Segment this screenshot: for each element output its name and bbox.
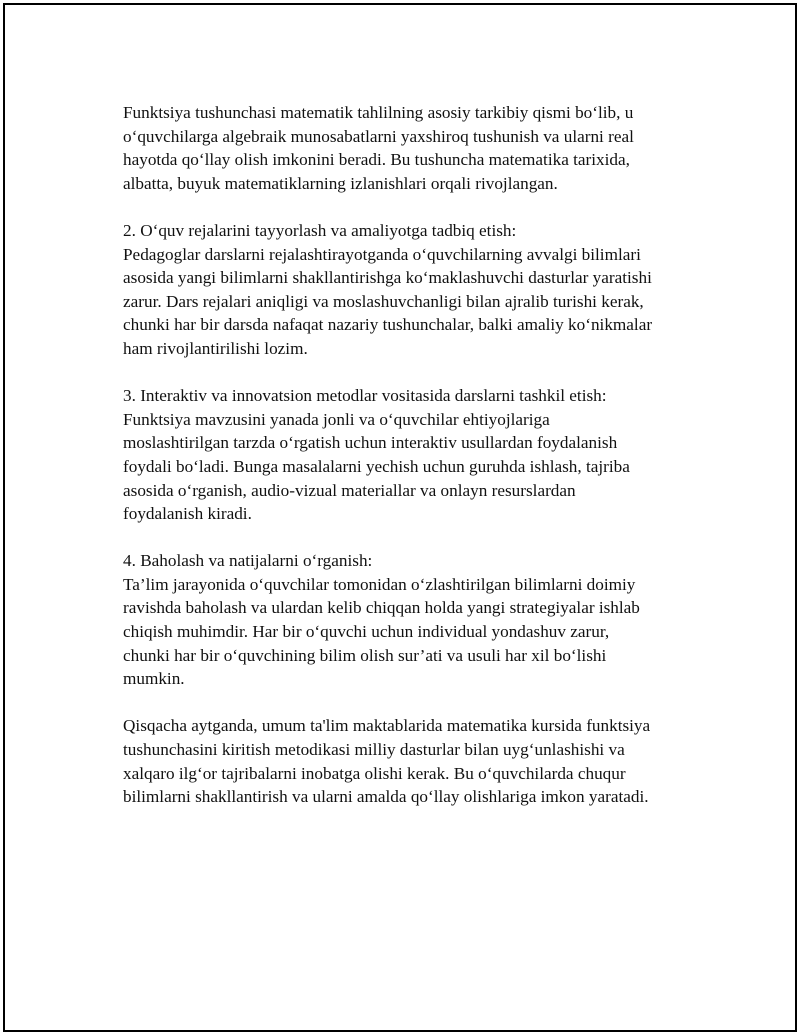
- text-line: tushunchasini kiritish metodikasi milliy dasturlar bilan uyg‘unlashishi va: [123, 740, 625, 760]
- text-line: ravishda baholash va ulardan kelib chiqqan holda yangi strategiyalar ishlab: [123, 598, 640, 618]
- section-assessment: [123, 549, 723, 691]
- section-interactive-methods: [123, 384, 723, 526]
- text-line: mumkin.: [123, 669, 185, 689]
- text-line: o‘quvchilarga algebraik munosabatlarni yaxshiroq tushunish va ularni real: [123, 126, 634, 146]
- section-heading: 4. Baholash va natijalarni o‘rganish:: [123, 551, 373, 571]
- text-line: foydalanish kiradi.: [123, 504, 252, 524]
- text-line: asosida o‘rganish, audio-vizual materiallar va onlayn resurslardan: [123, 480, 576, 500]
- text-line: ham rivojlantirilishi lozim.: [123, 338, 308, 358]
- text-line: foydali bo‘ladi. Bunga masalalarni yechish uchun guruhda ishlash, tajriba: [123, 456, 630, 476]
- section-curriculum-planning: [123, 219, 723, 361]
- document-body: [123, 101, 723, 832]
- text-line: chunki har bir o‘quvchining bilim olish sur’ati va usuli har xil bo‘lishi: [123, 645, 607, 665]
- text-line: Qisqacha aytganda, umum ta'lim maktablarida matematika kursida funktsiya: [123, 716, 651, 736]
- text-line: Funktsiya tushunchasi matematik tahlilning asosiy tarkibiy qismi bo‘lib, u: [123, 103, 634, 122]
- paragraph-intro: [123, 101, 723, 195]
- text-line: asosida yangi bilimlarni shakllantirishga ko‘maklashuvchi dasturlar yaratishi: [123, 268, 652, 288]
- section-heading: 3. Interaktiv va innovatsion metodlar vositasida darslarni tashkil etish:: [123, 386, 607, 406]
- text-line: chiqish muhimdir. Har bir o‘quvchi uchun individual yondashuv zarur,: [123, 622, 610, 642]
- text-line: xalqaro ilg‘or tajribalarni inobatga olishi kerak. Bu o‘quvchilarda chuqur: [123, 763, 626, 783]
- text-line: albatta, buyuk matematiklarning izlanishlari orqali rivojlangan.: [123, 173, 558, 193]
- text-line: zarur. Dars rejalari aniqligi va moslashuvchanligi bilan ajralib turishi kerak,: [123, 291, 644, 311]
- text-line: bilimlarni shakllantirish va ularni amalda qo‘llay olishlariga imkon yaratadi.: [123, 787, 649, 807]
- text-line: Funktsiya mavzusini yanada jonli va o‘quvchilar ehtiyojlariga: [123, 409, 550, 429]
- text-line: hayotda qo‘llay olish imkonini beradi. Bu tushuncha matematika tarixida,: [123, 150, 630, 170]
- text-line: Pedagoglar darslarni rejalashtirayotganda o‘quvchilarning avvalgi bilimlari: [123, 244, 641, 264]
- document-page: [3, 3, 797, 1032]
- text-line: moslashtirilgan tarzda o‘rgatish uchun interaktiv usullardan foydalanish: [123, 433, 618, 453]
- paragraph-conclusion: [123, 714, 723, 808]
- text-line: chunki har bir darsda nafaqat nazariy tushunchalar, balki amaliy ko‘nikmalar: [123, 315, 653, 335]
- section-heading: 2. O‘quv rejalarini tayyorlash va amaliyotga tadbiq etish:: [123, 220, 517, 240]
- text-line: Ta’lim jarayonida o‘quvchilar tomonidan o‘zlashtirilgan bilimlarni doimiy: [123, 574, 636, 594]
